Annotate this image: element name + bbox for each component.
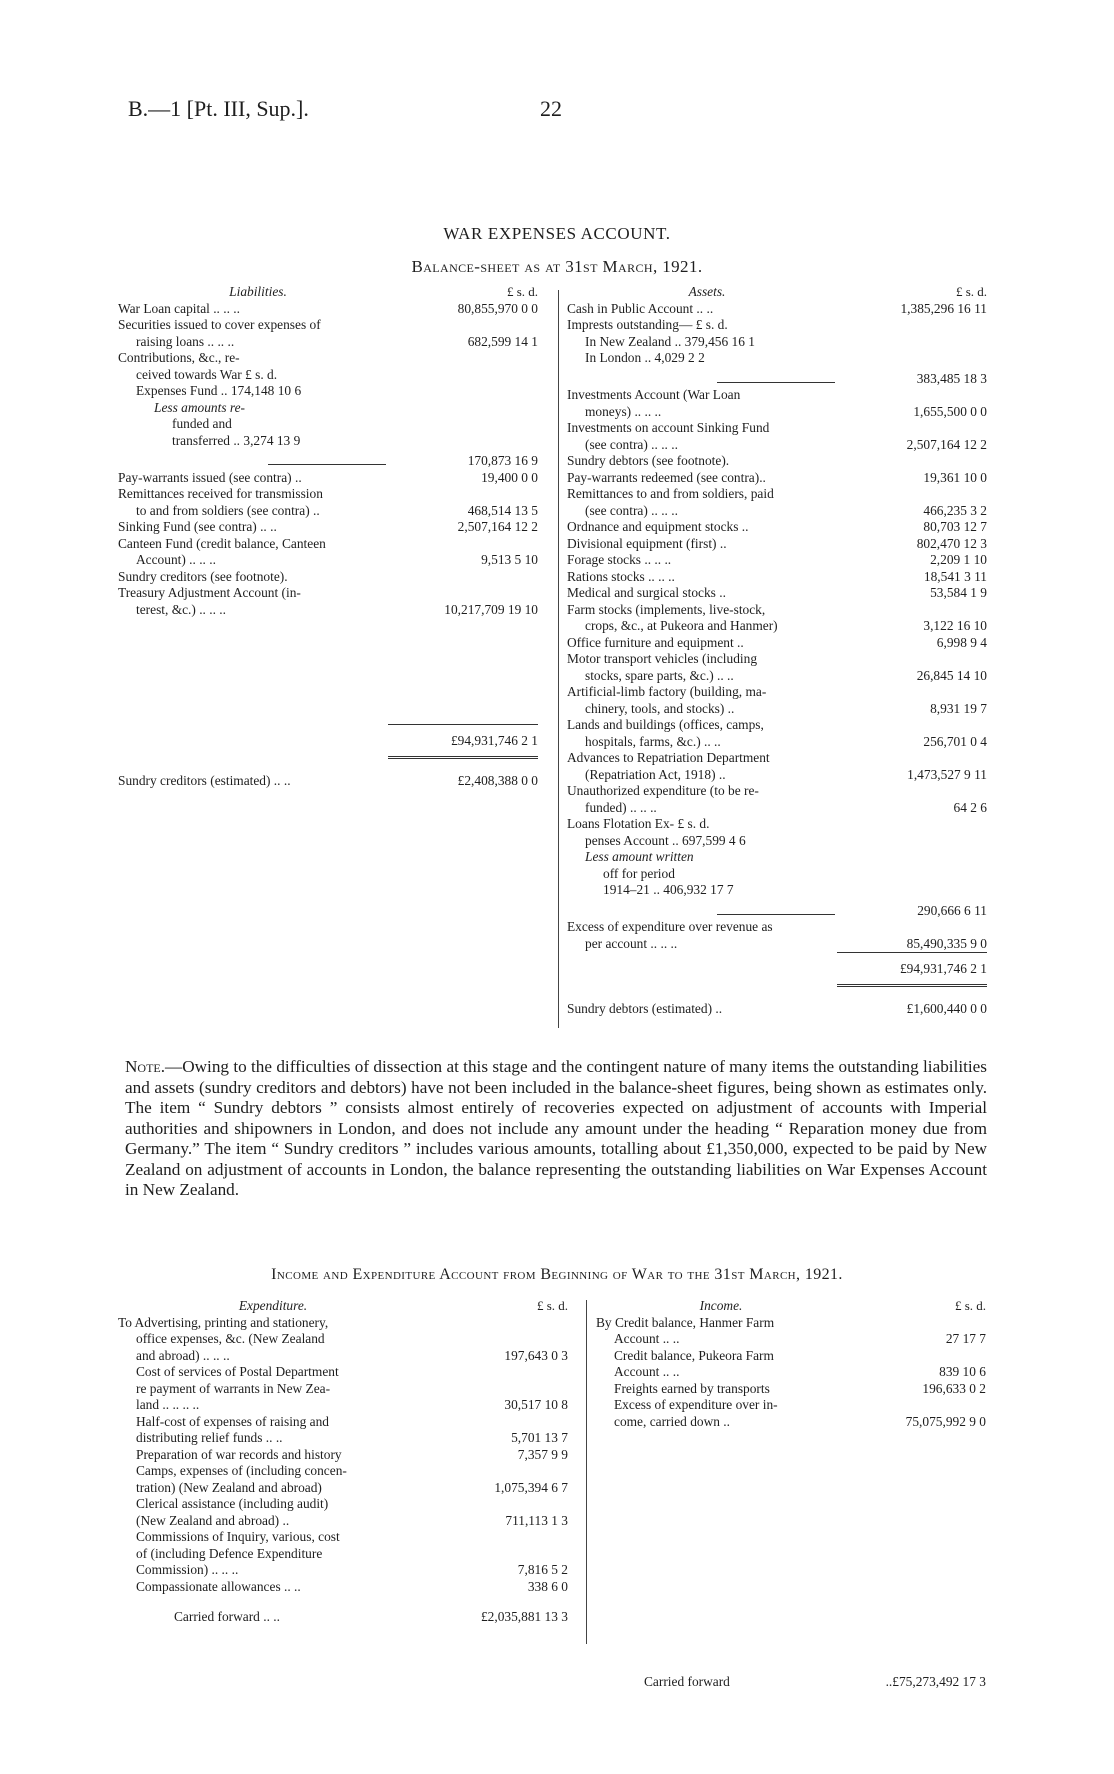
expenditure-row: [118, 1331, 568, 1348]
expenditure-row-label: distributing relief funds .. ..: [136, 1430, 283, 1445]
income-carried-forward-label: Carried forward: [644, 1674, 730, 1689]
expenditure-heading: Expenditure.: [238, 1298, 308, 1313]
liabilities-column: [118, 284, 538, 789]
liabilities-heading: Liabilities.: [229, 284, 287, 299]
asset-row: [567, 816, 987, 833]
income-row: [596, 1414, 986, 1431]
sundry-creditors-row: [118, 773, 538, 790]
asset-row-label: In New Zealand .. 379,456 16 1: [585, 333, 755, 349]
income-row-amount: 196,633 0 2: [922, 1380, 986, 1396]
liability-row-label: ceived towards War £ s. d.: [136, 366, 278, 382]
asset-row-amount: 802,470 12 3: [916, 535, 987, 551]
sundry-debtors-row: [567, 1001, 987, 1018]
asset-row-amount: 18,541 3 11: [923, 568, 987, 584]
liability-row-label: Canteen Fund (credit balance, Canteen: [118, 535, 326, 551]
asset-row: [567, 882, 987, 899]
page-number: 22: [540, 96, 562, 121]
asset-row: [567, 317, 987, 334]
page-header-ref: B.—1 [Pt. III, Sup.].: [128, 96, 309, 121]
income-heading: Income.: [699, 1298, 743, 1313]
asset-row-label: Office furniture and equipment ..: [567, 634, 744, 650]
asset-row-amount: 466,235 3 2: [923, 502, 987, 518]
liability-row: [118, 569, 538, 586]
income-row-amount: 839 10 6: [939, 1364, 986, 1379]
liability-row-label: Pay-warrants issued (see contra) ..: [118, 469, 302, 485]
liability-row-label: Treasury Adjustment Account (in-: [118, 585, 301, 600]
liability-row: [118, 552, 538, 569]
asset-row-amount: 383,485 18 3: [916, 370, 987, 386]
liability-row: [118, 416, 538, 433]
asset-row: [567, 734, 987, 751]
asset-row-label: Excess of expenditure over revenue as: [567, 919, 773, 934]
asset-row-amount: 290,666 6 11: [917, 902, 987, 918]
asset-row-label: Rations stocks .. .. ..: [567, 568, 675, 584]
asset-row: [567, 420, 987, 437]
asset-row-label: Medical and surgical stocks ..: [567, 585, 726, 600]
expenditure-row-label: Cost of services of Postal Department: [136, 1364, 339, 1379]
liability-row: [118, 585, 538, 602]
asset-row: [567, 849, 987, 866]
income-rows: [596, 1315, 986, 1431]
income-row-label: Excess of expenditure over in-: [614, 1397, 778, 1412]
document-title: WAR EXPENSES ACCOUNT.: [443, 224, 671, 243]
liability-row: [118, 503, 538, 520]
expenditure-column: [118, 1298, 568, 1626]
note-text: —Owing to the difficulties of dissection at this stage and the contingent nature of many items the outstanding liabilities and assets (sundry creditors and debtors) have not been included in the balance-sheet figures, being shown as estimates only. The item “ Sundry debtors ” consists almost entirely of recoveries expected on adjustment of accounts with Imperial authorities and shipowners in London, and does not include any amount under the heading “ Reparation money due from Germany.” The item “ Sundry creditors ” includes various amounts, totalling about £1,350,000, expected to be paid by New Zealand on adjustment of accounts in London, the balance representing the outstanding liabilities on War Expenses Account in New Zealand.: [125, 1057, 987, 1199]
asset-row-label: Remittances to and from soldiers, paid: [567, 486, 774, 501]
expenditure-row-label: Clerical assistance (including audit): [136, 1496, 329, 1511]
asset-row: [567, 334, 987, 351]
asset-row-amount: 26,845 14 10: [916, 667, 987, 683]
liability-row: [118, 334, 538, 351]
liability-row: [118, 350, 538, 367]
expenditure-row-label: To Advertising, printing and stationery,: [118, 1314, 329, 1330]
expenditure-row: [118, 1496, 568, 1513]
asset-row-label: Ordnance and equipment stocks ..: [567, 519, 749, 534]
expenditure-row-label: office expenses, &c. (New Zealand: [136, 1331, 325, 1346]
asset-row: [567, 750, 987, 767]
assets-header-row: [567, 284, 987, 301]
expenditure-row-label: of (including Defence Expenditure: [136, 1545, 323, 1561]
asset-row-label: (see contra) .. .. ..: [585, 502, 678, 518]
asset-row: [567, 301, 987, 318]
asset-row-label: Artificial-limb factory (building, ma-: [567, 684, 767, 699]
liability-row: [118, 486, 538, 503]
assets-currency-header: £ s. d.: [955, 284, 987, 299]
income-row-label: Freights earned by transports: [614, 1380, 770, 1396]
expenditure-row-label: re payment of warrants in New Zea-: [136, 1380, 331, 1396]
expenditure-row: [118, 1546, 568, 1563]
asset-row-label: stocks, spare parts, &c.) .. ..: [585, 667, 734, 683]
liability-row: [118, 470, 538, 487]
income-row-label: By Credit balance, Hanmer Farm: [596, 1314, 775, 1330]
asset-row: [567, 783, 987, 800]
asset-row-amount: 1,473,527 9 11: [907, 766, 987, 782]
asset-row-label: Unauthorized expenditure (to be re-: [567, 783, 759, 798]
asset-row-label: chinery, tools, and stocks) ..: [585, 700, 735, 716]
expenditure-row-amount: 7,816 5 2: [517, 1562, 568, 1577]
asset-row-label: per account .. .. ..: [585, 935, 678, 951]
expenditure-currency-header: £ s. d.: [536, 1298, 568, 1313]
asset-row: [567, 936, 987, 953]
asset-row: [567, 668, 987, 685]
expenditure-row-amount: 30,517 10 8: [504, 1397, 568, 1412]
expenditure-row-label: Compassionate allowances .. ..: [136, 1578, 301, 1594]
liabilities-currency-header: £ s. d.: [506, 284, 538, 299]
expenditure-row-amount: 338 6 0: [527, 1578, 568, 1594]
sundry-creditors-amount: £2,408,388 0 0: [457, 772, 538, 788]
asset-row: [567, 701, 987, 718]
liability-row-label: funded and: [172, 416, 232, 431]
asset-row: [567, 618, 987, 635]
asset-row: [567, 437, 987, 454]
liability-row-amount: 170,873 16 9: [467, 453, 538, 468]
asset-row-label: Advances to Repatriation Department: [567, 750, 770, 765]
income-expenditure-title: Income and Expenditure Account from Beginning of War to the 31st March, 1921.: [271, 1266, 843, 1283]
liability-row: [118, 602, 538, 619]
liability-row-amount: 9,513 5 10: [481, 552, 538, 567]
liability-row: [118, 536, 538, 553]
asset-row: [567, 866, 987, 883]
asset-row-label: funded) .. .. ..: [585, 799, 657, 815]
asset-row: [567, 404, 987, 421]
expenditure-row-amount: 197,643 0 3: [504, 1347, 568, 1363]
asset-row: [567, 903, 987, 920]
expenditure-row: [118, 1430, 568, 1447]
income-carried-forward-row: [596, 1674, 986, 1691]
asset-row-label: (Repatriation Act, 1918) ..: [585, 766, 726, 782]
liability-row-label: War Loan capital .. .. ..: [118, 300, 240, 316]
liability-row-label: Sundry creditors (see footnote).: [118, 568, 288, 584]
expenditure-header-row: [118, 1298, 568, 1315]
asset-row-label: Forage stocks .. .. ..: [567, 552, 672, 567]
asset-row: [567, 717, 987, 734]
asset-row: [567, 635, 987, 652]
income-carried-forward-amount: ..£75,273,492 17 3: [885, 1674, 986, 1689]
balance-sheet-subtitle: Balance-sheet as at 31st March, 1921.: [411, 257, 703, 276]
liability-row-label: raising loans .. .. ..: [136, 333, 235, 349]
expenditure-row-label: land .. .. .. ..: [136, 1397, 200, 1412]
asset-row-label: off for period: [603, 865, 675, 881]
liability-row-label: Account) .. .. ..: [136, 552, 216, 567]
asset-row-amount: 6,998 9 4: [936, 634, 987, 650]
asset-row: [567, 585, 987, 602]
assets-column: [567, 284, 987, 1017]
expenditure-row-label: Preparation of war records and history: [136, 1446, 342, 1462]
income-row: [596, 1315, 986, 1332]
asset-row: [567, 536, 987, 553]
asset-row-label: Farm stocks (implements, live-stock,: [567, 601, 766, 617]
asset-row-label: crops, &c., at Pukeora and Hanmer): [585, 618, 778, 633]
income-row-label: Account .. ..: [614, 1364, 680, 1379]
asset-row-amount: 2,209 1 10: [930, 552, 987, 567]
asset-row-amount: 64 2 6: [953, 799, 987, 815]
expenditure-row: [118, 1562, 568, 1579]
asset-row: [567, 602, 987, 619]
liability-row-amount: 2,507,164 12 2: [457, 519, 538, 534]
expenditure-row-label: Camps, expenses of (including concen-: [136, 1463, 347, 1478]
liability-row-label: Contributions, &c., re-: [118, 350, 240, 365]
expenditure-rows: [118, 1315, 568, 1596]
income-row: [596, 1364, 986, 1381]
liability-row-label: [268, 464, 386, 465]
liability-row-label: to and from soldiers (see contra) ..: [136, 502, 320, 518]
liability-row-label: terest, &c.) .. .. ..: [136, 601, 226, 617]
income-divider: [586, 1300, 587, 1644]
liability-row-label: Sinking Fund (see contra) .. ..: [118, 519, 277, 534]
asset-row: [567, 800, 987, 817]
expenditure-row-amount: 1,075,394 6 7: [494, 1479, 568, 1495]
expenditure-row: [118, 1480, 568, 1497]
expenditure-row-amount: 7,357 9 9: [517, 1446, 568, 1462]
liability-row-label: Expenses Fund .. 174,148 10 6: [136, 383, 302, 398]
expenditure-carried-forward-amount: £2,035,881 13 3: [480, 1609, 568, 1624]
asset-row-label: Pay-warrants redeemed (see contra)..: [567, 469, 766, 485]
expenditure-row: [118, 1348, 568, 1365]
asset-row-label: Investments Account (War Loan: [567, 387, 741, 402]
asset-row-amount: 19,361 10 0: [923, 469, 987, 485]
expenditure-row-label: Commission) .. .. ..: [136, 1562, 239, 1577]
asset-row: [567, 387, 987, 404]
asset-row: [567, 767, 987, 784]
liability-row-amount: 468,514 13 5: [467, 502, 538, 518]
asset-row-label: Loans Flotation Ex- £ s. d.: [567, 816, 710, 831]
expenditure-row: [118, 1529, 568, 1546]
asset-row: [567, 350, 987, 367]
asset-row-label: Imprests outstanding— £ s. d.: [567, 317, 728, 332]
asset-row-label: [717, 382, 835, 383]
asset-row-label: Divisional equipment (first) ..: [567, 535, 727, 551]
expenditure-row: [118, 1381, 568, 1398]
income-column: [596, 1298, 986, 1691]
sundry-debtors-amount: £1,600,440 0 0: [906, 1000, 987, 1016]
asset-row-label: hospitals, farms, &c.) .. ..: [585, 733, 721, 749]
sundry-creditors-label: Sundry creditors (estimated) .. ..: [118, 772, 291, 788]
asset-row: [567, 503, 987, 520]
asset-row: [567, 919, 987, 936]
asset-row-amount: 85,490,335 9 0: [906, 935, 987, 951]
liability-row-label: Remittances received for transmission: [118, 486, 323, 501]
expenditure-row-label: Commissions of Inquiry, various, cost: [136, 1529, 340, 1544]
expenditure-row: [118, 1397, 568, 1414]
liability-row: [118, 519, 538, 536]
expenditure-row: [118, 1414, 568, 1431]
assets-total: £94,931,746 2 1: [837, 952, 987, 978]
expenditure-row-amount: 711,113 1 3: [505, 1512, 568, 1528]
asset-row-label: (see contra) .. .. ..: [585, 436, 678, 452]
liabilities-header-row: [118, 284, 538, 301]
asset-row: [567, 552, 987, 569]
liability-row-label: transferred .. 3,274 13 9: [172, 432, 301, 448]
asset-row-amount: 1,385,296 16 11: [900, 300, 987, 316]
liabilities-total-row: [118, 724, 538, 750]
asset-row: [567, 569, 987, 586]
asset-row: [567, 519, 987, 536]
expenditure-row: [118, 1579, 568, 1596]
asset-row-label: Motor transport vehicles (including: [567, 651, 758, 666]
liability-row-label: Less amounts re-: [154, 399, 246, 415]
expenditure-row: [118, 1463, 568, 1480]
liabilities-total: £94,931,746 2 1: [388, 724, 538, 750]
asset-row: [567, 684, 987, 701]
income-row: [596, 1331, 986, 1348]
expenditure-row: [118, 1513, 568, 1530]
liability-row-amount: 682,599 14 1: [467, 333, 538, 349]
asset-row-label: Investments on account Sinking Fund: [567, 420, 770, 435]
note-paragraph: [125, 1057, 987, 1201]
asset-row: [567, 470, 987, 487]
income-row-label: come, carried down ..: [614, 1413, 731, 1429]
income-row: [596, 1381, 986, 1398]
expenditure-row-label: Half-cost of expenses of raising and: [136, 1413, 329, 1429]
assets-total-row: [567, 952, 987, 978]
expenditure-carried-forward-label: Carried forward .. ..: [174, 1609, 280, 1624]
expenditure-row-label: (New Zealand and abroad) ..: [136, 1512, 290, 1528]
liability-row: [118, 453, 538, 470]
expenditure-row-amount: 5,701 13 7: [511, 1430, 568, 1445]
asset-row-label: 1914–21 .. 406,932 17 7: [603, 882, 734, 897]
assets-rows: [567, 301, 987, 953]
asset-row-label: moneys) .. .. ..: [585, 403, 662, 419]
asset-row-label: [717, 914, 835, 915]
liability-row-amount: 19,400 0 0: [481, 469, 538, 485]
sundry-debtors-label: Sundry debtors (estimated) ..: [567, 1000, 723, 1016]
asset-row-amount: 1,655,500 0 0: [913, 403, 987, 419]
asset-row-amount: 53,584 1 9: [930, 585, 987, 600]
income-currency-header: £ s. d.: [954, 1298, 986, 1313]
liability-row: [118, 383, 538, 400]
asset-row-amount: 80,703 12 7: [923, 519, 987, 534]
asset-row-label: Sundry debtors (see footnote).: [567, 453, 730, 468]
note-lead: Note.: [125, 1057, 166, 1076]
asset-row: [567, 833, 987, 850]
asset-row-label: Cash in Public Account .. ..: [567, 300, 714, 316]
asset-row: [567, 371, 987, 388]
asset-row: [567, 453, 987, 470]
income-row-amount: 27 17 7: [945, 1331, 986, 1346]
asset-row-amount: 8,931 19 7: [930, 700, 987, 716]
asset-row: [567, 486, 987, 503]
income-row-amount: 75,075,992 9 0: [905, 1413, 986, 1429]
asset-row: [567, 651, 987, 668]
income-header-row: [596, 1298, 986, 1315]
asset-row-amount: 256,701 0 4: [923, 733, 987, 749]
asset-row-amount: 2,507,164 12 2: [906, 436, 987, 452]
asset-row-label: Lands and buildings (offices, camps,: [567, 717, 764, 732]
liability-row: [118, 433, 538, 450]
expenditure-row: [118, 1447, 568, 1464]
asset-row-label: penses Account .. 697,599 4 6: [585, 832, 746, 848]
expenditure-row: [118, 1364, 568, 1381]
asset-row-label: In London .. 4,029 2 2: [585, 350, 705, 365]
income-row-label: Account .. ..: [614, 1331, 680, 1346]
expenditure-row: [118, 1315, 568, 1332]
income-row-label: Credit balance, Pukeora Farm: [614, 1347, 774, 1363]
liability-row: [118, 367, 538, 384]
liability-row-amount: 80,855,970 0 0: [457, 300, 538, 316]
liability-row: [118, 400, 538, 417]
expenditure-row-label: and abroad) .. .. ..: [136, 1347, 230, 1363]
income-row: [596, 1348, 986, 1365]
balance-divider: [558, 290, 559, 1028]
liability-row-label: Securities issued to cover expenses of: [118, 317, 321, 332]
liability-row: [118, 301, 538, 318]
liability-row: [118, 317, 538, 334]
income-row: [596, 1397, 986, 1414]
liabilities-rows: [118, 301, 538, 619]
expenditure-carried-forward-row: [118, 1609, 568, 1626]
assets-heading: Assets.: [688, 284, 726, 299]
liability-row-amount: 10,217,709 19 10: [444, 601, 538, 617]
asset-row-label: Less amount written: [585, 849, 694, 864]
expenditure-row-label: tration) (New Zealand and abroad): [136, 1479, 322, 1495]
asset-row-amount: 3,122 16 10: [923, 618, 987, 633]
